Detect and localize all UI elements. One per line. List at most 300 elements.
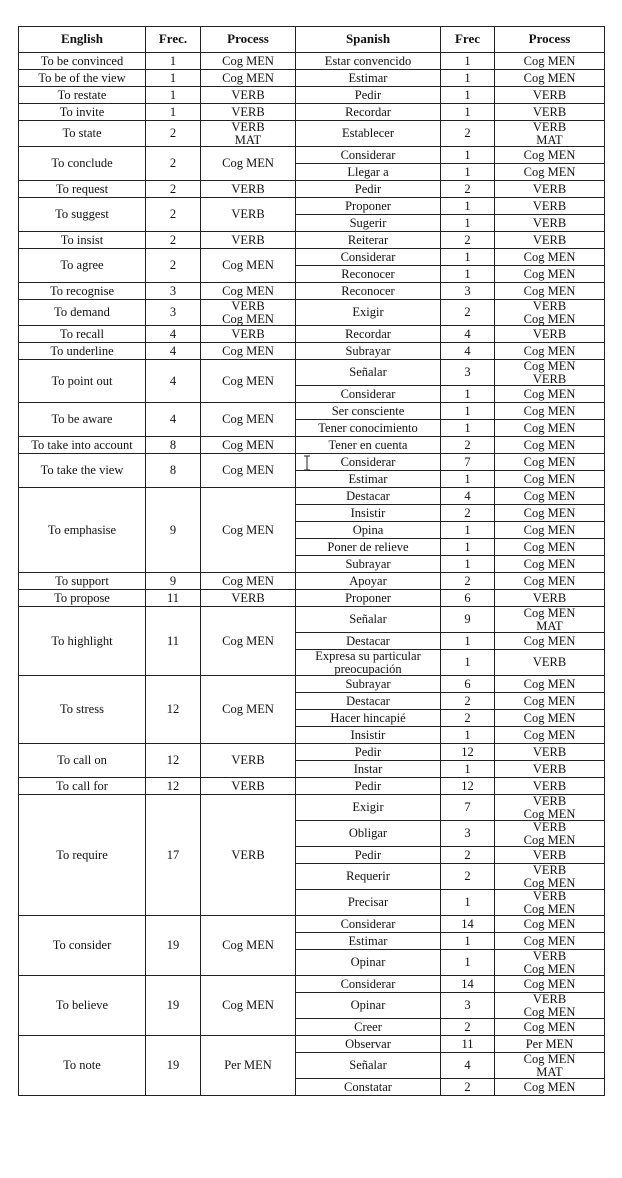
english-process-line: VERB (231, 120, 265, 134)
spanish-process-line: VERB (532, 744, 567, 759)
spanish-process-line: VERB (532, 371, 567, 386)
english-process (201, 676, 296, 744)
english-process-line: Cog MEN (222, 283, 274, 298)
header-process-english: Process (201, 27, 296, 53)
spanish-verb-line: Exigir (352, 305, 384, 320)
spanish-verb-line: Reconocer (341, 266, 395, 281)
spanish-process (495, 556, 605, 573)
spanish-process-line: Cog MEN (523, 933, 576, 948)
spanish-process (495, 454, 605, 471)
spanish-process-line: Cog MEN (523, 1052, 576, 1066)
spanish-process-line: VERB (532, 863, 567, 877)
english-process-line: MAT (234, 132, 262, 147)
english-process-line: Cog MEN (222, 70, 274, 85)
english-process-line: Cog MEN (222, 573, 274, 588)
spanish-verb-line: Estimar (348, 471, 388, 486)
spanish-verb (296, 454, 441, 471)
spanish-frec: 1 (441, 215, 495, 232)
spanish-frec: 1 (441, 53, 495, 70)
table-row (19, 976, 605, 993)
spanish-process (495, 104, 605, 121)
spanish-process (495, 1036, 605, 1053)
spanish-verb-line: Ser consciente (331, 403, 405, 418)
english-process-line: VERB (231, 847, 265, 862)
spanish-process-line: Cog MEN (523, 437, 576, 452)
spanish-process (495, 633, 605, 650)
english-verb: To believe (19, 976, 146, 1036)
table-row (19, 181, 605, 198)
spanish-verb-line: Creer (354, 1019, 382, 1034)
spanish-verb (296, 1019, 441, 1036)
spanish-process (495, 573, 605, 590)
english-process-line: VERB (231, 778, 265, 793)
spanish-process (495, 266, 605, 283)
spanish-frec: 1 (441, 471, 495, 488)
spanish-verb-line: Expresa su particular (315, 649, 421, 663)
english-process-line: Cog MEN (222, 373, 274, 388)
spanish-verb-line: Reiterar (347, 232, 389, 247)
spanish-frec: 2 (441, 232, 495, 249)
verb-translation-table (18, 26, 605, 1096)
english-process-line: Cog MEN (222, 938, 274, 953)
spanish-process-line: VERB (532, 120, 567, 134)
spanish-process (495, 53, 605, 70)
spanish-frec: 1 (441, 890, 495, 916)
english-frec: 19 (146, 916, 201, 976)
spanish-process (495, 505, 605, 522)
spanish-frec: 3 (441, 283, 495, 300)
spanish-frec: 1 (441, 420, 495, 437)
spanish-verb-line: Subrayar (345, 343, 391, 358)
english-process-line: Cog MEN (222, 522, 274, 537)
spanish-process-line: VERB (532, 232, 567, 247)
english-process (201, 326, 296, 343)
english-frec: 19 (146, 976, 201, 1036)
english-frec: 1 (146, 87, 201, 104)
spanish-process-line: Cog MEN (523, 832, 576, 847)
spanish-verb (296, 164, 441, 181)
spanish-frec: 2 (441, 505, 495, 522)
english-process-line: VERB (231, 326, 265, 341)
spanish-process-line: Cog MEN (523, 471, 576, 486)
spanish-process-line: MAT (536, 1064, 563, 1079)
english-verb: To call on (19, 744, 146, 778)
spanish-verb-line: Pedir (354, 778, 382, 793)
spanish-process (495, 607, 605, 633)
spanish-verb-line: Proponer (345, 198, 391, 213)
spanish-verb (296, 727, 441, 744)
spanish-process (495, 249, 605, 266)
english-process (201, 607, 296, 676)
spanish-verb-line: Considerar (340, 386, 396, 401)
english-verb: To demand (19, 300, 146, 326)
spanish-verb-line: Reconocer (341, 283, 395, 298)
spanish-process-line: Cog MEN (523, 875, 576, 890)
spanish-process (495, 795, 605, 821)
english-process-line: VERB (231, 181, 265, 196)
spanish-process (495, 326, 605, 343)
english-process-line: Cog MEN (222, 633, 274, 648)
spanish-process-line: Cog MEN (523, 916, 576, 931)
spanish-process (495, 744, 605, 761)
spanish-frec: 2 (441, 693, 495, 710)
spanish-process-line: VERB (532, 655, 567, 670)
english-process (201, 70, 296, 87)
spanish-process-line: VERB (532, 590, 567, 605)
table-row (19, 437, 605, 454)
english-verb: To be aware (19, 403, 146, 437)
table-row (19, 744, 605, 761)
spanish-verb-line: Poner de relieve (327, 539, 409, 554)
english-frec: 11 (146, 590, 201, 607)
spanish-frec: 3 (441, 821, 495, 847)
english-verb: To conclude (19, 147, 146, 181)
english-frec: 9 (146, 488, 201, 573)
spanish-process-line: MAT (536, 618, 563, 633)
english-verb: To call for (19, 778, 146, 795)
spanish-frec: 1 (441, 950, 495, 976)
english-process (201, 147, 296, 181)
table-row (19, 343, 605, 360)
spanish-verb-line: Pedir (354, 847, 382, 862)
english-process (201, 360, 296, 403)
spanish-process-line: Cog MEN (523, 633, 576, 648)
spanish-verb (296, 795, 441, 821)
spanish-frec: 2 (441, 847, 495, 864)
english-frec: 4 (146, 343, 201, 360)
spanish-process (495, 232, 605, 249)
english-process-line: VERB (231, 87, 265, 102)
english-frec: 2 (146, 147, 201, 181)
spanish-verb (296, 847, 441, 864)
spanish-verb (296, 266, 441, 283)
header-spanish: Spanish (296, 27, 441, 53)
table-row (19, 147, 605, 164)
english-process (201, 778, 296, 795)
spanish-frec: 1 (441, 70, 495, 87)
table-row (19, 488, 605, 505)
english-verb: To recognise (19, 283, 146, 300)
spanish-verb-line: Opinar (350, 998, 386, 1013)
spanish-verb (296, 505, 441, 522)
spanish-verb (296, 693, 441, 710)
spanish-verb-line: Estimar (348, 933, 388, 948)
spanish-verb-line: Considerar (340, 147, 396, 162)
spanish-verb (296, 607, 441, 633)
spanish-verb (296, 300, 441, 326)
english-frec: 1 (146, 53, 201, 70)
english-frec: 1 (146, 104, 201, 121)
spanish-frec: 2 (441, 573, 495, 590)
spanish-verb-line: Recordar (345, 326, 391, 341)
english-process-line: Cog MEN (222, 343, 274, 358)
spanish-process (495, 676, 605, 693)
spanish-process-line: Per MEN (525, 1036, 574, 1051)
spanish-process (495, 864, 605, 890)
spanish-process (495, 283, 605, 300)
english-process (201, 1036, 296, 1096)
spanish-verb-line: Destacar (346, 488, 390, 503)
english-process-line: Cog MEN (222, 998, 274, 1013)
spanish-process (495, 343, 605, 360)
english-frec: 9 (146, 573, 201, 590)
spanish-frec: 4 (441, 1053, 495, 1079)
spanish-process (495, 727, 605, 744)
spanish-process-line: Cog MEN (523, 901, 576, 916)
english-verb: To recall (19, 326, 146, 343)
english-frec: 4 (146, 326, 201, 343)
spanish-verb-line: Hacer hincapié (330, 710, 406, 725)
english-frec: 3 (146, 283, 201, 300)
spanish-verb-line: Observar (345, 1036, 391, 1051)
english-verb: To require (19, 795, 146, 916)
header-process-spanish: Process (495, 27, 605, 53)
english-process-line: Per MEN (224, 1058, 272, 1073)
spanish-process-line: Cog MEN (523, 359, 576, 373)
english-process (201, 300, 296, 326)
table-row (19, 300, 605, 326)
spanish-verb (296, 890, 441, 916)
english-frec: 17 (146, 795, 201, 916)
spanish-frec: 1 (441, 633, 495, 650)
english-verb: To suggest (19, 198, 146, 232)
spanish-verb-line: Considerar (340, 976, 396, 991)
spanish-frec: 3 (441, 360, 495, 386)
spanish-verb-line: Insistir (350, 505, 386, 520)
english-verb: To stress (19, 676, 146, 744)
english-frec: 2 (146, 249, 201, 283)
english-verb: To point out (19, 360, 146, 403)
english-frec: 1 (146, 70, 201, 87)
spanish-verb-line: Exigir (352, 800, 384, 815)
english-verb: To propose (19, 590, 146, 607)
english-frec: 12 (146, 744, 201, 778)
spanish-frec: 1 (441, 539, 495, 556)
english-verb: To consider (19, 916, 146, 976)
spanish-frec: 2 (441, 300, 495, 326)
spanish-frec: 1 (441, 650, 495, 676)
english-verb: To note (19, 1036, 146, 1096)
spanish-verb-line: Pedir (354, 744, 382, 759)
spanish-frec: 1 (441, 266, 495, 283)
spanish-frec: 2 (441, 1019, 495, 1036)
spanish-process-line: Cog MEN (523, 693, 576, 708)
spanish-verb (296, 744, 441, 761)
spanish-verb-line: Señalar (349, 1058, 387, 1073)
spanish-verb-line: Opina (352, 522, 384, 537)
spanish-process-line: VERB (532, 949, 567, 963)
table-row (19, 53, 605, 70)
english-frec: 8 (146, 437, 201, 454)
spanish-process (495, 420, 605, 437)
spanish-process-line: Cog MEN (523, 1004, 576, 1019)
spanish-process (495, 976, 605, 993)
english-process-line: Cog MEN (222, 463, 274, 478)
spanish-frec: 4 (441, 488, 495, 505)
spanish-frec: 4 (441, 326, 495, 343)
header-row (19, 27, 605, 53)
table-row (19, 573, 605, 590)
spanish-verb-line: Estimar (348, 70, 388, 85)
spanish-frec: 1 (441, 147, 495, 164)
spanish-process (495, 993, 605, 1019)
spanish-frec: 2 (441, 1079, 495, 1096)
english-frec: 2 (146, 121, 201, 147)
spanish-process (495, 198, 605, 215)
spanish-verb-line: Subrayar (345, 676, 391, 691)
spanish-verb (296, 215, 441, 232)
english-verb: To request (19, 181, 146, 198)
spanish-verb-line: Considerar (340, 916, 396, 931)
spanish-process (495, 471, 605, 488)
spanish-process (495, 1053, 605, 1079)
english-process (201, 437, 296, 454)
spanish-verb (296, 198, 441, 215)
spanish-verb (296, 70, 441, 87)
spanish-process-line: Cog MEN (523, 710, 576, 725)
table-row (19, 232, 605, 249)
spanish-process (495, 360, 605, 386)
english-process-line: VERB (231, 753, 265, 768)
table-row (19, 403, 605, 420)
spanish-process (495, 710, 605, 727)
spanish-process-line: Cog MEN (523, 164, 576, 179)
spanish-verb (296, 522, 441, 539)
spanish-process-line: VERB (532, 104, 567, 119)
spanish-verb-line: Precisar (347, 895, 389, 910)
english-process (201, 573, 296, 590)
english-verb: To restate (19, 87, 146, 104)
spanish-verb (296, 573, 441, 590)
spanish-frec: 12 (441, 778, 495, 795)
spanish-process (495, 70, 605, 87)
spanish-verb (296, 437, 441, 454)
spanish-verb (296, 1036, 441, 1053)
english-process (201, 403, 296, 437)
spanish-frec: 1 (441, 249, 495, 266)
spanish-process (495, 933, 605, 950)
english-verb: To take into account (19, 437, 146, 454)
table-row (19, 70, 605, 87)
spanish-process (495, 847, 605, 864)
spanish-process (495, 181, 605, 198)
spanish-frec: 3 (441, 993, 495, 1019)
spanish-process-line: Cog MEN (523, 539, 576, 554)
spanish-verb (296, 360, 441, 386)
spanish-frec: 2 (441, 121, 495, 147)
spanish-verb-line: Pedir (354, 87, 382, 102)
english-process-line: VERB (231, 104, 265, 119)
spanish-frec: 1 (441, 386, 495, 403)
english-verb: To be of the view (19, 70, 146, 87)
english-verb: To state (19, 121, 146, 147)
spanish-process (495, 916, 605, 933)
spanish-frec: 1 (441, 727, 495, 744)
english-process (201, 87, 296, 104)
header-frec-spanish: Frec (441, 27, 495, 53)
spanish-process-line: VERB (532, 778, 567, 793)
spanish-verb (296, 821, 441, 847)
spanish-verb (296, 326, 441, 343)
spanish-process-line: VERB (532, 326, 567, 341)
spanish-verb-line: Pedir (354, 181, 382, 196)
english-process (201, 181, 296, 198)
spanish-process (495, 821, 605, 847)
spanish-process (495, 761, 605, 778)
spanish-process (495, 590, 605, 607)
table-row (19, 676, 605, 693)
english-process-line: Cog MEN (222, 53, 274, 68)
english-process-line: Cog MEN (222, 258, 274, 273)
spanish-process (495, 437, 605, 454)
spanish-process (495, 650, 605, 676)
spanish-frec: 2 (441, 864, 495, 890)
english-process (201, 198, 296, 232)
spanish-process-line: Cog MEN (523, 556, 576, 571)
table-container (18, 26, 605, 1096)
spanish-verb (296, 650, 441, 676)
english-frec: 4 (146, 403, 201, 437)
english-process (201, 744, 296, 778)
spanish-process-line: Cog MEN (523, 676, 576, 691)
spanish-process-line: Cog MEN (523, 1079, 576, 1094)
spanish-frec: 6 (441, 590, 495, 607)
english-frec: 19 (146, 1036, 201, 1096)
spanish-process-line: VERB (532, 761, 567, 776)
spanish-process-line: VERB (532, 820, 567, 834)
spanish-process-line: Cog MEN (523, 976, 576, 991)
spanish-frec: 7 (441, 795, 495, 821)
spanish-verb-line: Obligar (348, 826, 388, 841)
spanish-process-line: VERB (532, 889, 567, 903)
spanish-process (495, 778, 605, 795)
table-row (19, 590, 605, 607)
spanish-verb (296, 283, 441, 300)
spanish-process-line: Cog MEN (523, 522, 576, 537)
english-process (201, 53, 296, 70)
spanish-verb (296, 87, 441, 104)
spanish-verb-line: Sugerir (349, 215, 387, 230)
table-row (19, 360, 605, 386)
table-row (19, 778, 605, 795)
spanish-process (495, 386, 605, 403)
spanish-verb-line: Insistir (350, 727, 386, 742)
spanish-verb-line: Requerir (346, 869, 390, 884)
spanish-process-line: Cog MEN (523, 147, 576, 162)
spanish-verb-line: Destacar (346, 633, 390, 648)
spanish-frec: 11 (441, 1036, 495, 1053)
spanish-frec: 1 (441, 556, 495, 573)
english-verb: To underline (19, 343, 146, 360)
spanish-process-line: MAT (536, 132, 563, 147)
spanish-process (495, 950, 605, 976)
spanish-verb-line: Considerar (340, 249, 396, 264)
spanish-process-line: Cog MEN (523, 806, 576, 821)
spanish-verb (296, 386, 441, 403)
spanish-process-line: VERB (532, 87, 567, 102)
english-frec: 8 (146, 454, 201, 488)
spanish-verb (296, 232, 441, 249)
spanish-process (495, 121, 605, 147)
spanish-frec: 2 (441, 710, 495, 727)
spanish-process-line: Cog MEN (523, 266, 576, 281)
spanish-frec: 6 (441, 676, 495, 693)
spanish-verb-line: Tener en cuenta (328, 437, 408, 452)
spanish-process-line: Cog MEN (523, 961, 576, 976)
spanish-verb (296, 104, 441, 121)
english-process-line: VERB (231, 590, 265, 605)
spanish-verb (296, 488, 441, 505)
